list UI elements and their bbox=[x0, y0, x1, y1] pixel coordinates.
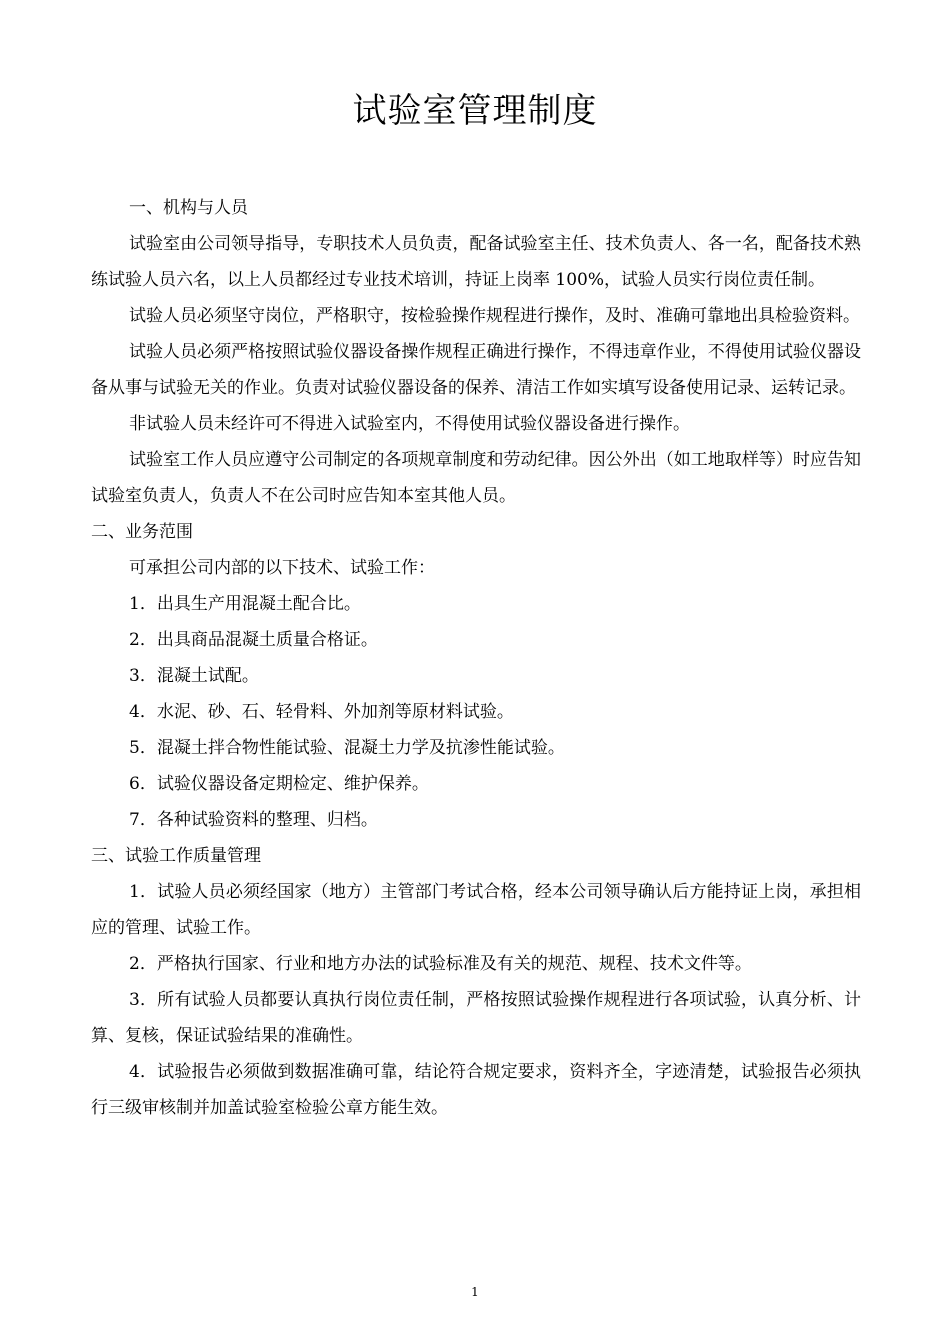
list-item-scope: 2．出具商品混凝土质量合格证。 bbox=[129, 630, 378, 650]
list-item-quality: 1．试验人员必须经国家（地方）主管部门考试合格，经本公司领导确认后方能持证上岗，承担相应的管理、试验工作。 bbox=[91, 882, 861, 938]
page-number: 1 bbox=[471, 1285, 479, 1299]
list-item-quality: 3．所有试验人员都要认真执行岗位责任制，严格按照试验操作规程进行各项试验，认真分析、计算、复核，保证试验结果的准确性。 bbox=[91, 990, 861, 1046]
document-body bbox=[91, 190, 861, 1126]
paragraph-scope-intro: 可承担公司内部的以下技术、试验工作： bbox=[129, 558, 435, 578]
list-item-scope: 1．出具生产用混凝土配合比。 bbox=[129, 594, 361, 614]
section-heading-scope: 二、业务范围 bbox=[91, 522, 193, 542]
paragraph-access-control: 非试验人员未经许可不得进入试验室内，不得使用试验仪器设备进行操作。 bbox=[129, 414, 690, 434]
paragraph-equipment-operation: 试验人员必须严格按照试验仪器设备操作规程正确进行操作，不得违章作业，不得使用试验仪器设备从事与试验无关的作业。负责对试验仪器设备的保养、清洁工作如实填写设备使用记录、运转记录。 bbox=[91, 342, 861, 398]
paragraph-staffing: 试验室由公司领导指导，专职技术人员负责，配备试验室主任、技术负责人、各一名，配备技术熟练试验人员六名，以上人员都经过专业技术培训，持证上岗率 100%，试验人员实行岗位责任制。 bbox=[91, 234, 861, 290]
list-item-scope: 7．各种试验资料的整理、归档。 bbox=[129, 810, 378, 830]
list-item-quality: 2．严格执行国家、行业和地方办法的试验标准及有关的规范、规程、技术文件等。 bbox=[129, 954, 752, 974]
section-heading-quality: 三、试验工作质量管理 bbox=[91, 846, 261, 866]
section-heading-organization: 一、机构与人员 bbox=[129, 198, 248, 218]
list-item-scope: 5．混凝土拌合物性能试验、混凝土力学及抗渗性能试验。 bbox=[129, 738, 565, 758]
list-item-quality: 4．试验报告必须做到数据准确可靠，结论符合规定要求，资料齐全，字迹清楚，试验报告必须执行三级审核制并加盖试验室检验公章方能生效。 bbox=[91, 1062, 861, 1118]
paragraph-duty: 试验人员必须坚守岗位，严格职守，按检验操作规程进行操作，及时、准确可靠地出具检验资料。 bbox=[129, 306, 860, 326]
document-title: 试验室管理制度 bbox=[352, 91, 598, 131]
list-item-scope: 3．混凝土试配。 bbox=[129, 666, 259, 686]
list-item-scope: 6．试验仪器设备定期检定、维护保养。 bbox=[129, 774, 429, 794]
paragraph-discipline: 试验室工作人员应遵守公司制定的各项规章制度和劳动纪律。因公外出（如工地取样等）时应告知试验室负责人，负责人不在公司时应告知本室其他人员。 bbox=[91, 450, 861, 506]
list-item-scope: 4．水泥、砂、石、轻骨料、外加剂等原材料试验。 bbox=[129, 702, 514, 722]
